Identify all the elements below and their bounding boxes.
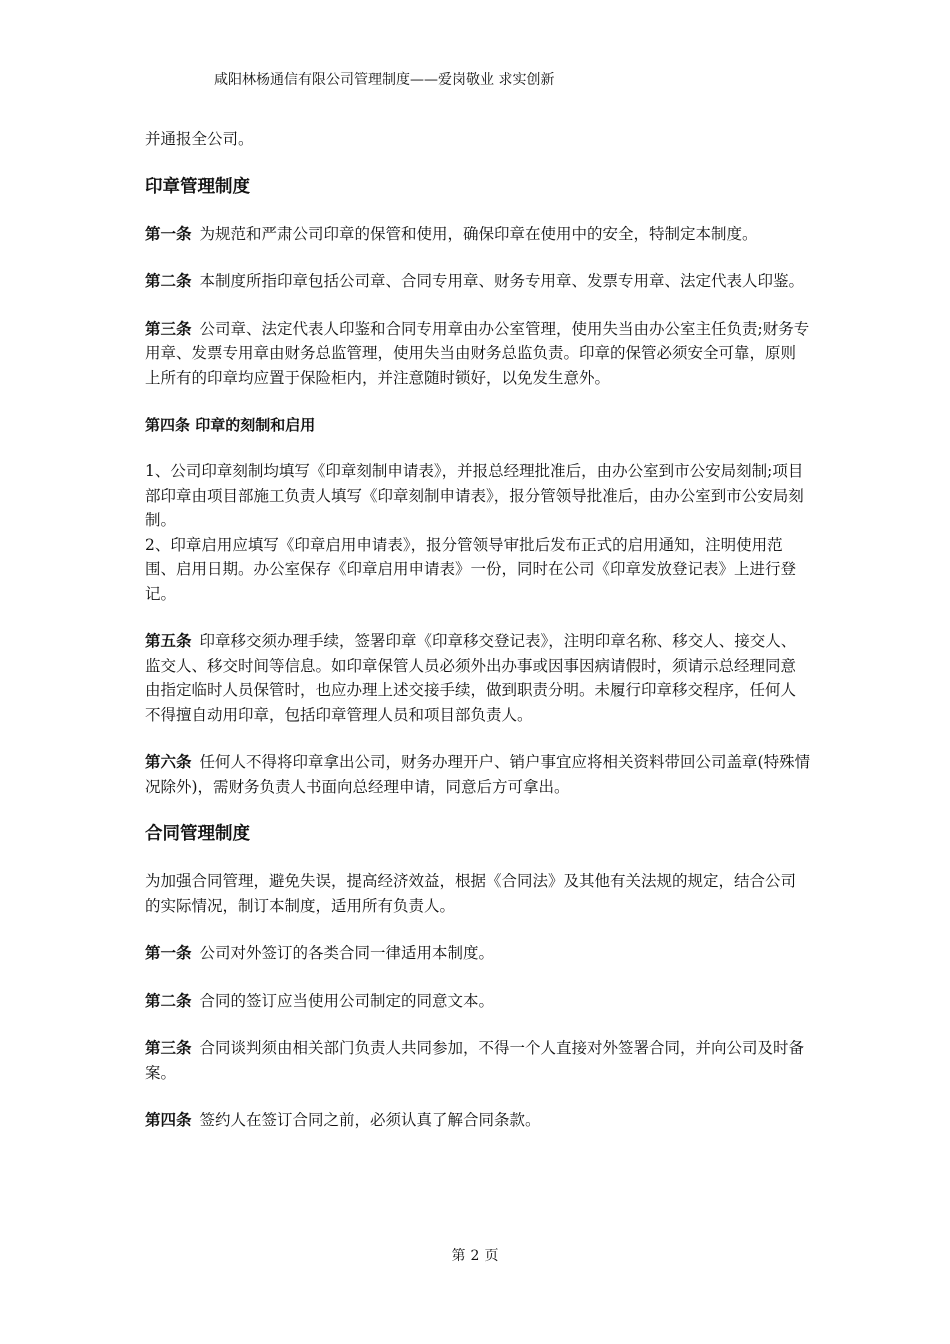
page-body [145, 127, 811, 1156]
contract-management-section [145, 822, 811, 1133]
article-text: 签约人在签订合同之前，必须认真了解合同条款。 [199, 1111, 541, 1129]
page-footer [0, 1246, 950, 1266]
article-text: 合同谈判须由相关部门负责人共同参加，不得一个人直接对外签署合同，并向公司及时备案。 [145, 1039, 805, 1082]
contract-article-4 [145, 1108, 811, 1133]
seal-article-2 [145, 269, 811, 294]
seal-article-1 [145, 222, 811, 247]
seal-management-section [145, 175, 811, 800]
seal-article-6 [145, 750, 811, 799]
list-item: 1、公司印章刻制均填写《印章刻制申请表》，并报总经理批准后，由办公室到市公安局刻制;项目部印章由项目部施工负责人填写《印章刻制申请表》，报分管领导批准后，由办公室到市公安局刻制。 [145, 462, 804, 529]
seal-article-3 [145, 317, 811, 391]
article-number: 第三条 [145, 318, 192, 338]
list-item: 2、印章启用应填写《印章启用申请表》，报分管领导审批后发布正式的启用通知，注明使用范围、启用日期。办公室保存《印章启用申请表》一份，同时在公司《印章发放登记表》上进行登记。 [145, 535, 797, 603]
page-suffix: 页 [484, 1248, 499, 1264]
article-text: 公司对外签订的各类合同一律适用本制度。 [199, 944, 495, 962]
contract-intro: 为加强合同管理，避免失误，提高经济效益，根据《合同法》及其他有关法规的规定，结合公司的实际情况，制订本制度，适用所有负责人。 [145, 872, 797, 915]
article-text: 印章移交须办理手续，签署印章《印章移交登记表》，注明印章名称、移交人、接交人、监交人、移交时间等信息。如印章保管人员必须外出办事或因事因病请假时，须请示总经理同意由指定临时人员保管时，也应办理上述交接手续，做到职责分明。未履行印章移交程序，任何人不得擅自动用印章，包括印章管理人员和项目部负责人。 [145, 632, 797, 724]
article-number: 第一条 [145, 943, 192, 962]
running-header: 咸阳林杨通信有限公司管理制度——爱岗敬业 求实创新 [214, 72, 555, 88]
article-number: 第四条 [145, 1110, 192, 1129]
article-number: 第五条 [145, 631, 192, 650]
section-title-seal: 印章管理制度 [145, 176, 250, 197]
contract-article-1 [145, 941, 811, 966]
seal-article-4-items [145, 459, 811, 606]
seal-article-5 [145, 629, 811, 727]
page-number: 2 [470, 1248, 480, 1264]
article-text: 本制度所指印章包括公司章、合同专用章、财务专用章、发票专用章、法定代表人印鉴。 [199, 272, 805, 290]
article-text: 公司章、法定代表人印鉴和合同专用章由办公室管理，使用失当由办公室主任负责;财务专用章、发票专用章由财务总监管理，使用失当由财务总监负责。印章的保管必须安全可靠，原则上所有的印章均应置于保险柜内，并注意随时锁好，以免发生意外。 [145, 319, 810, 387]
contract-article-2 [145, 989, 811, 1014]
article-number: 第一条 [145, 223, 192, 243]
article-text: 为规范和严肃公司印章的保管和使用，确保印章在使用中的安全，特制定本制度。 [199, 224, 758, 243]
page-prefix: 第 [451, 1248, 466, 1264]
article-text: 任何人不得将印章拿出公司，财务办理开户、销户事宜应将相关资料带回公司盖章(特殊情况除外)，需财务负责人书面向总经理申请，同意后方可拿出。 [145, 753, 811, 796]
article-text: 合同的签订应当使用公司制定的同意文本。 [199, 991, 495, 1010]
article-number: 第六条 [145, 752, 192, 771]
article-number: 第三条 [145, 1038, 192, 1057]
article-number: 第二条 [145, 271, 192, 290]
section-title-contract: 合同管理制度 [145, 824, 250, 844]
article-number: 第二条 [145, 990, 192, 1010]
continuation-text: 并通报全公司。 [145, 130, 254, 148]
seal-article-4-heading: 第四条 印章的刻制和启用 [145, 416, 316, 434]
contract-article-3 [145, 1036, 811, 1085]
